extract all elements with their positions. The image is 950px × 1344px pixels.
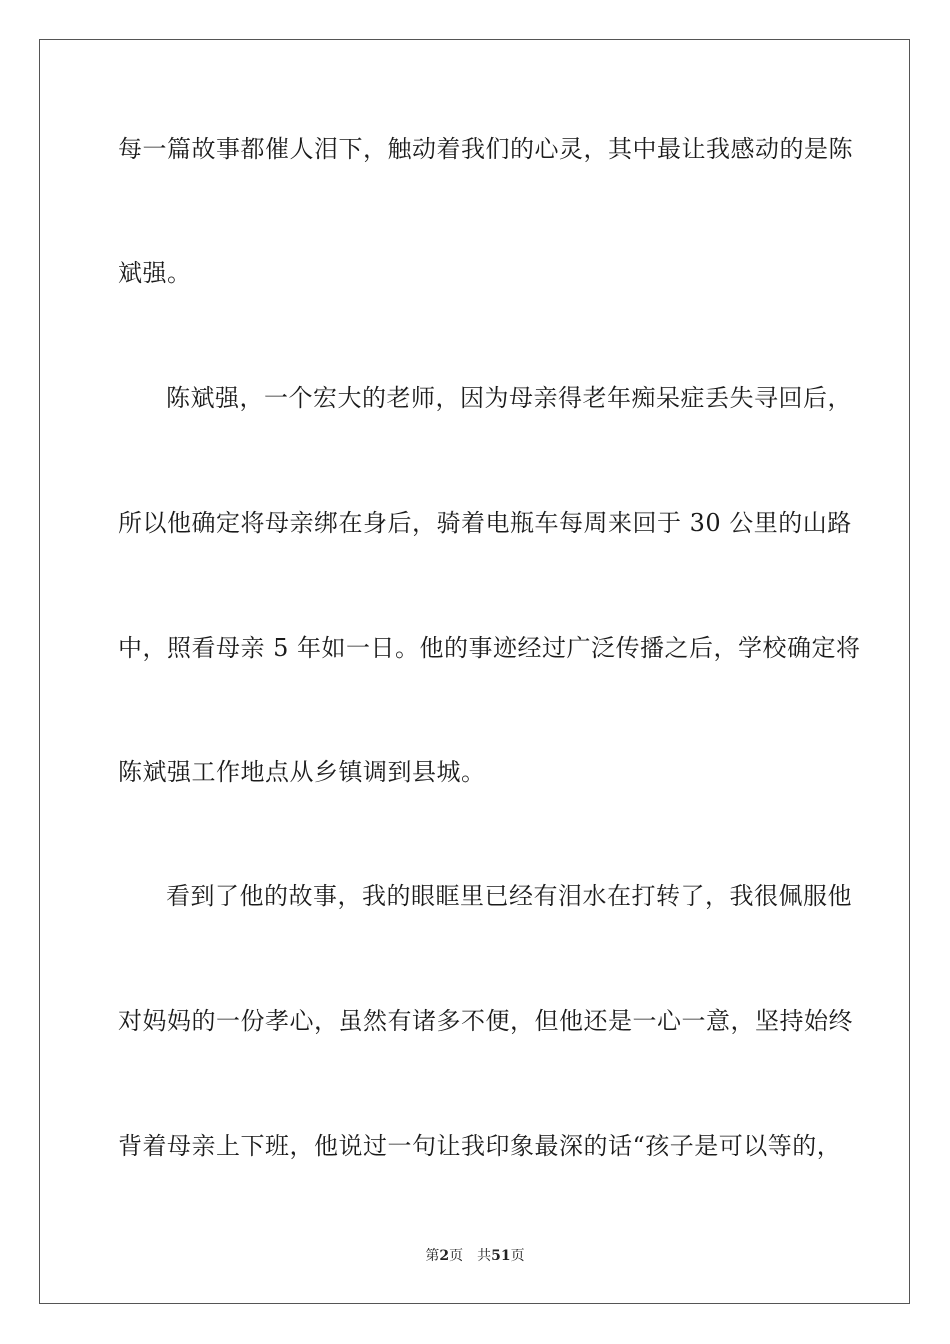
paragraph-line-4: 所以他确定将母亲绑在身后，骑着电瓶车每周来回于 30 公里的山路 (118, 509, 852, 537)
paragraph-line-2: 斌强。 (118, 259, 192, 287)
current-page-number: 2 (439, 1248, 450, 1264)
paragraph-line-9: 背着母亲上下班，他说过一句让我印象最深的话“孩子是可以等的， (118, 1132, 842, 1160)
page-footer (0, 1247, 950, 1265)
paragraph-line-7: 看到了他的故事，我的眼眶里已经有泪水在打转了，我很佩服他 (166, 882, 852, 910)
paragraph-line-3: 陈斌强，一个宏大的老师，因为母亲得老年痴呆症丢失寻回后， (166, 384, 852, 412)
paragraph-line-8: 对妈妈的一份孝心，虽然有诸多不便，但他还是一心一意，坚持始终 (118, 1007, 853, 1035)
total-suffix: 页 (510, 1248, 525, 1264)
total-prefix: 共 (477, 1248, 492, 1264)
page-prefix: 第 (425, 1248, 440, 1264)
total-pages-number: 51 (491, 1248, 511, 1264)
paragraph-line-5: 中，照看母亲 5 年如一日。他的事迹经过广泛传播之后，学校确定将 (118, 634, 861, 662)
paragraph-line-6: 陈斌强工作地点从乡镇调到县城。 (118, 758, 486, 786)
page-suffix: 页 (449, 1248, 464, 1264)
page-border (39, 39, 910, 1304)
paragraph-line-1: 每一篇故事都催人泪下，触动着我们的心灵，其中最让我感动的是陈 (118, 135, 853, 163)
